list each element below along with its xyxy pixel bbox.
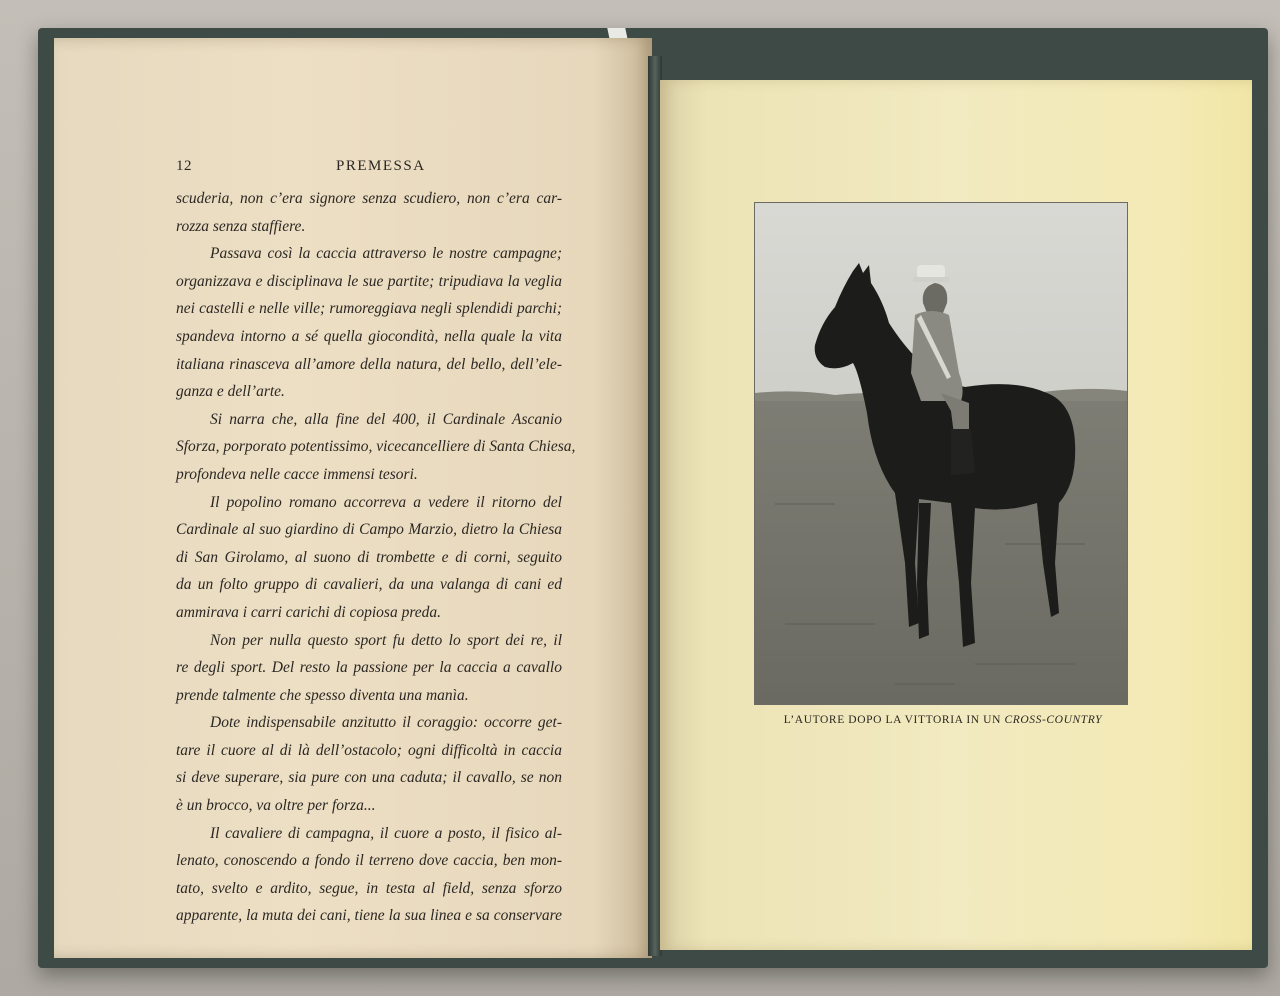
text-line: ammirava i carri carichi di copiosa preda. bbox=[176, 603, 442, 621]
text-line: Passava così la caccia attraverso le nostre campagne; bbox=[210, 245, 562, 263]
text-line: organizzava e disciplinava le sue partite; tripudiava la veglia bbox=[176, 272, 562, 290]
section-title: PREMESSA bbox=[336, 158, 426, 174]
text-line: Il cavaliere di campagna, il cuore a posto, il fisico al- bbox=[210, 824, 562, 842]
text-line: italiana rinasceva all’amore della natura, del bello, dell’ele- bbox=[176, 355, 562, 373]
text-line: scuderia, non c’era signore senza scudiero, non c’era car- bbox=[176, 190, 562, 207]
body-text bbox=[176, 185, 576, 930]
text-line: si deve superare, sia pure con una caduta; il cavallo, se non bbox=[176, 769, 562, 787]
caption-italic: CROSS-COUNTRY bbox=[1004, 714, 1103, 726]
text-line: Sforza, porporato potentissimo, vicecancelliere di Santa Chiesa, bbox=[176, 438, 576, 456]
text-line: prende talmente che spesso diventa una manìa. bbox=[176, 686, 469, 704]
caption-main: L’AUTORE DOPO LA VITTORIA IN UN bbox=[783, 714, 1001, 726]
text-line: rozza senza staffiere. bbox=[176, 217, 306, 235]
text-line: da un folto gruppo di cavalieri, da una valanga di cani ed bbox=[176, 576, 562, 594]
text-line: spandeva intorno a sé quella giocondità, nella quale la vita bbox=[176, 327, 562, 345]
page-number: 12 bbox=[176, 158, 192, 174]
text-line: Non per nulla questo sport fu detto lo sport dei re, il bbox=[210, 631, 562, 649]
text-line: tato, svelto e ardito, segue, in testa al field, senza sforzo bbox=[176, 879, 562, 897]
text-line: re degli sport. Del resto la passione per la caccia a cavallo bbox=[176, 659, 562, 677]
text-line: nei castelli e nelle ville; rumoreggiava negli splendidi parchi; bbox=[176, 300, 562, 318]
text-line: Si narra che, alla fine del 400, il Cardinale Ascanio bbox=[210, 410, 562, 428]
text-line: profondeva nelle cacce immensi tesori. bbox=[176, 465, 418, 483]
text-line: lenato, conoscendo a fondo il terreno dove caccia, ben mon- bbox=[176, 852, 562, 870]
photo-caption bbox=[760, 714, 1126, 726]
text-line: Dote indispensabile anzitutto il coraggio: occorre get- bbox=[210, 714, 562, 732]
text-line: ganza e dell’arte. bbox=[176, 383, 285, 401]
horse-rider-photo bbox=[755, 203, 1127, 704]
text-line: apparente, la muta dei cani, tiene la sua linea e sa conservare bbox=[176, 907, 562, 925]
text-line: tare il cuore al di là dell’ostacolo; ogni difficoltà in caccia bbox=[176, 741, 562, 759]
text-line: è un brocco, va oltre per forza... bbox=[176, 797, 376, 815]
text-line: Cardinale al suo giardino di Campo Marzio, dietro la Chiesa bbox=[176, 521, 562, 539]
text-line: Il popolino romano accorreva a vedere il ritorno del bbox=[210, 493, 562, 511]
text-line: di San Girolamo, al suono di trombette e di corni, seguito bbox=[176, 548, 562, 566]
